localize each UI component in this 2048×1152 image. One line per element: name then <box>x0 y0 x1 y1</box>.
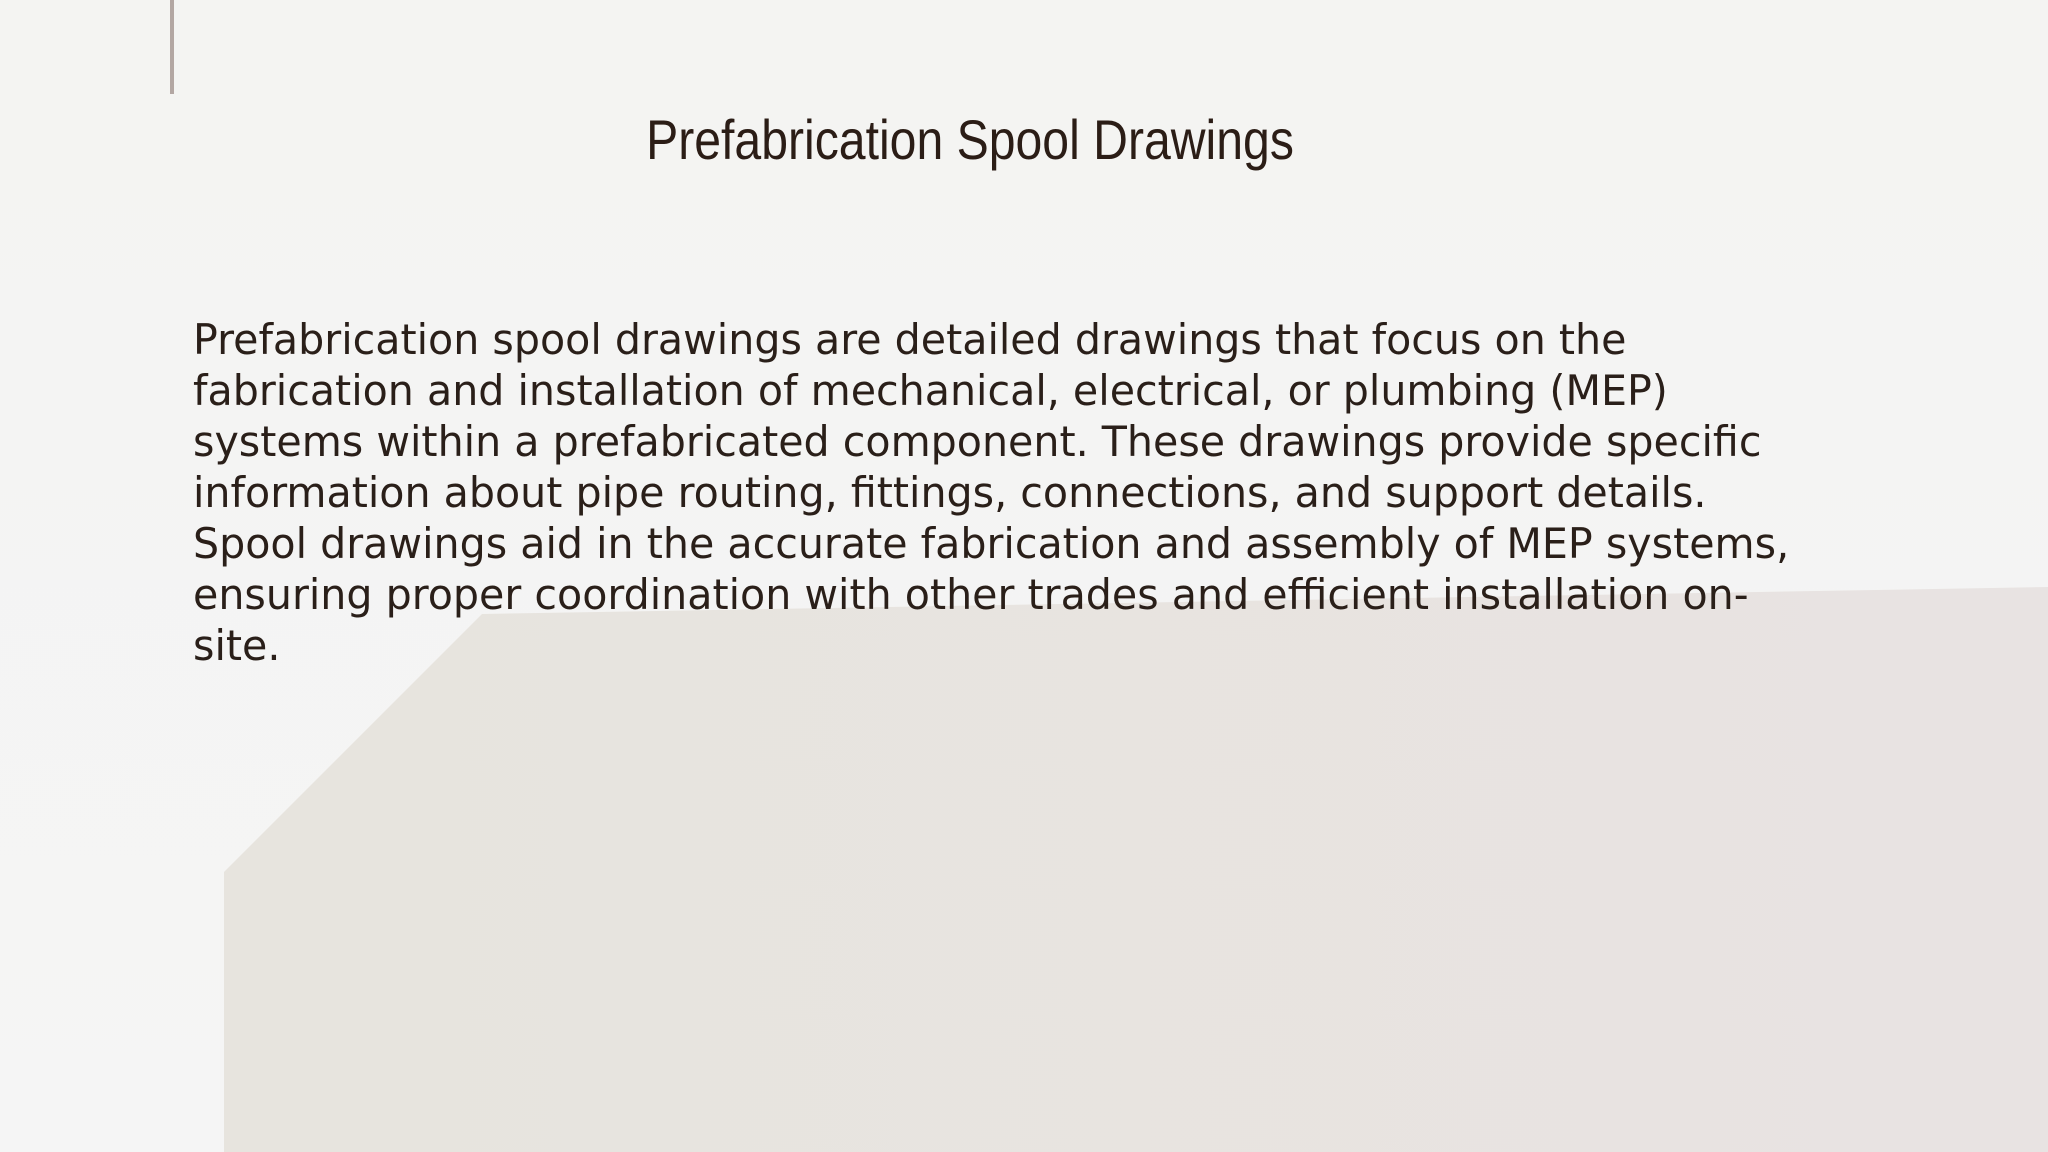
slide-title: Prefabrication Spool Drawings <box>646 108 1294 171</box>
slide-body-text: Prefabrication spool drawings are detailed drawings that focus on the fabrication and installation of mechanical, electrical, or plumbing (MEP) systems within a prefabricated component. These drawings provide specific information about pipe routing, fittings, connections, and support details. Spool drawings aid in the accurate fabrication and assembly of MEP systems, ensuring proper coordination with other trades and efficient installation on-site. <box>193 315 1790 670</box>
decorative-polygon <box>224 587 2048 1152</box>
accent-line <box>170 0 174 94</box>
